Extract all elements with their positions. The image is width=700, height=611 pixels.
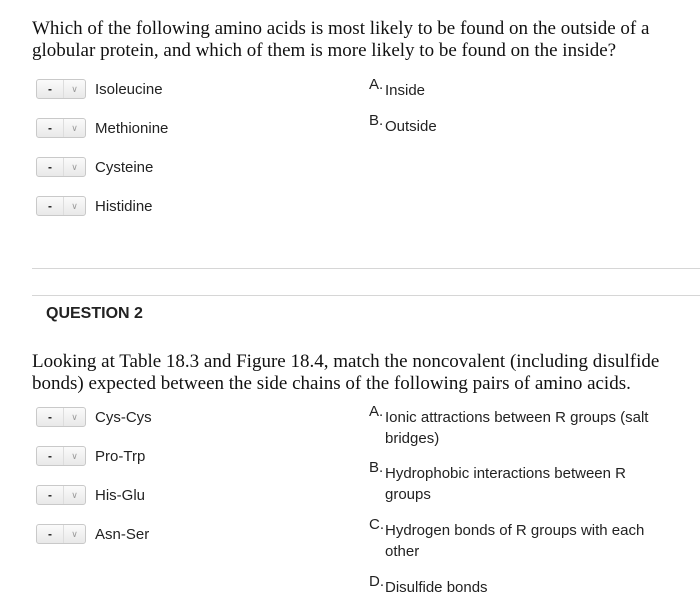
- q1-answer-select[interactable]: [36, 118, 86, 138]
- option-text-line2: bridges): [385, 430, 440, 447]
- section-divider: [32, 268, 700, 269]
- option-text-line2: other: [385, 543, 420, 560]
- option-text-line1: Ionic attractions between R groups (salt: [385, 409, 649, 426]
- option-text-line1: Disulfide bonds: [385, 579, 488, 596]
- select-value: -: [48, 410, 52, 424]
- question-header: QUESTION 2: [46, 305, 143, 322]
- q2-prompt-line2: bonds) expected between the side chains of the following pairs of amino acids.: [32, 373, 631, 394]
- q1-answer-select[interactable]: [36, 196, 86, 216]
- option-text: Outside: [385, 118, 437, 135]
- q2-item-row: [36, 407, 152, 427]
- q2-answer-option: [369, 403, 649, 449]
- option-text-line2: groups: [385, 486, 431, 503]
- q1-item-row: [36, 118, 168, 138]
- select-value: -: [48, 488, 52, 502]
- select-value: -: [48, 449, 52, 463]
- option-letter: C.: [369, 516, 384, 533]
- q2-prompt-line1: Looking at Table 18.3 and Figure 18.4, match the noncovalent (including disulfide: [32, 351, 660, 372]
- option-letter: B.: [369, 459, 384, 476]
- option-letter: D.: [369, 573, 384, 590]
- chevron-down-icon: ∨: [63, 158, 85, 176]
- q2-item-label: Cys-Cys: [95, 408, 152, 426]
- q1-answer-option: [369, 76, 426, 101]
- option-letter: A.: [369, 76, 384, 93]
- chevron-down-icon: ∨: [63, 197, 85, 215]
- q1-item-row: [36, 157, 153, 177]
- q1-item-row: [36, 79, 163, 99]
- option-text-line1: Hydrogen bonds of R groups with each: [385, 522, 645, 539]
- q2-answer-option: [369, 516, 645, 562]
- select-value: -: [48, 121, 52, 135]
- q1-item-label: Methionine: [95, 119, 169, 137]
- q2-answer-option: [369, 573, 488, 598]
- chevron-down-icon: ∨: [63, 447, 85, 465]
- q1-prompt-line1: Which of the following amino acids is most likely to be found on the outside of a: [32, 18, 650, 39]
- q2-item-row: [36, 446, 145, 466]
- select-value: -: [48, 82, 52, 96]
- q1-answer-option: [369, 112, 437, 137]
- section-divider: [32, 295, 700, 296]
- q2-answer-select[interactable]: [36, 524, 86, 544]
- select-value: -: [48, 160, 52, 174]
- q2-item-label: Pro-Trp: [95, 447, 146, 465]
- option-text-line1: Hydrophobic interactions between R: [385, 465, 626, 482]
- q1-prompt: [32, 18, 649, 62]
- q1-answer-select[interactable]: [36, 157, 86, 177]
- chevron-down-icon: ∨: [63, 486, 85, 504]
- q2-answer-select[interactable]: [36, 485, 86, 505]
- q2-item-label: His-Glu: [95, 486, 146, 504]
- chevron-down-icon: ∨: [63, 525, 85, 543]
- option-text: Inside: [385, 82, 426, 99]
- q2-answer-select[interactable]: [36, 446, 86, 466]
- q1-item-label: Histidine: [95, 197, 153, 215]
- q2-prompt: [32, 351, 659, 395]
- q1-prompt-line2: globular protein, and which of them is more likely to be found on the inside?: [32, 40, 617, 61]
- q2-answer-select[interactable]: [36, 407, 86, 427]
- q1-item-row: [36, 196, 153, 216]
- chevron-down-icon: ∨: [63, 408, 85, 426]
- select-value: -: [48, 199, 52, 213]
- chevron-down-icon: ∨: [63, 119, 85, 137]
- q2-item-row: [36, 524, 149, 544]
- q2-answer-option: [369, 459, 626, 505]
- select-value: -: [48, 527, 52, 541]
- q1-answer-select[interactable]: [36, 79, 86, 99]
- q2-item-label: Asn-Ser: [95, 525, 150, 543]
- q1-item-label: Cysteine: [95, 158, 154, 176]
- option-letter: A.: [369, 403, 384, 420]
- q2-item-row: [36, 485, 145, 505]
- chevron-down-icon: ∨: [63, 80, 85, 98]
- option-letter: B.: [369, 112, 384, 129]
- q1-item-label: Isoleucine: [95, 80, 163, 98]
